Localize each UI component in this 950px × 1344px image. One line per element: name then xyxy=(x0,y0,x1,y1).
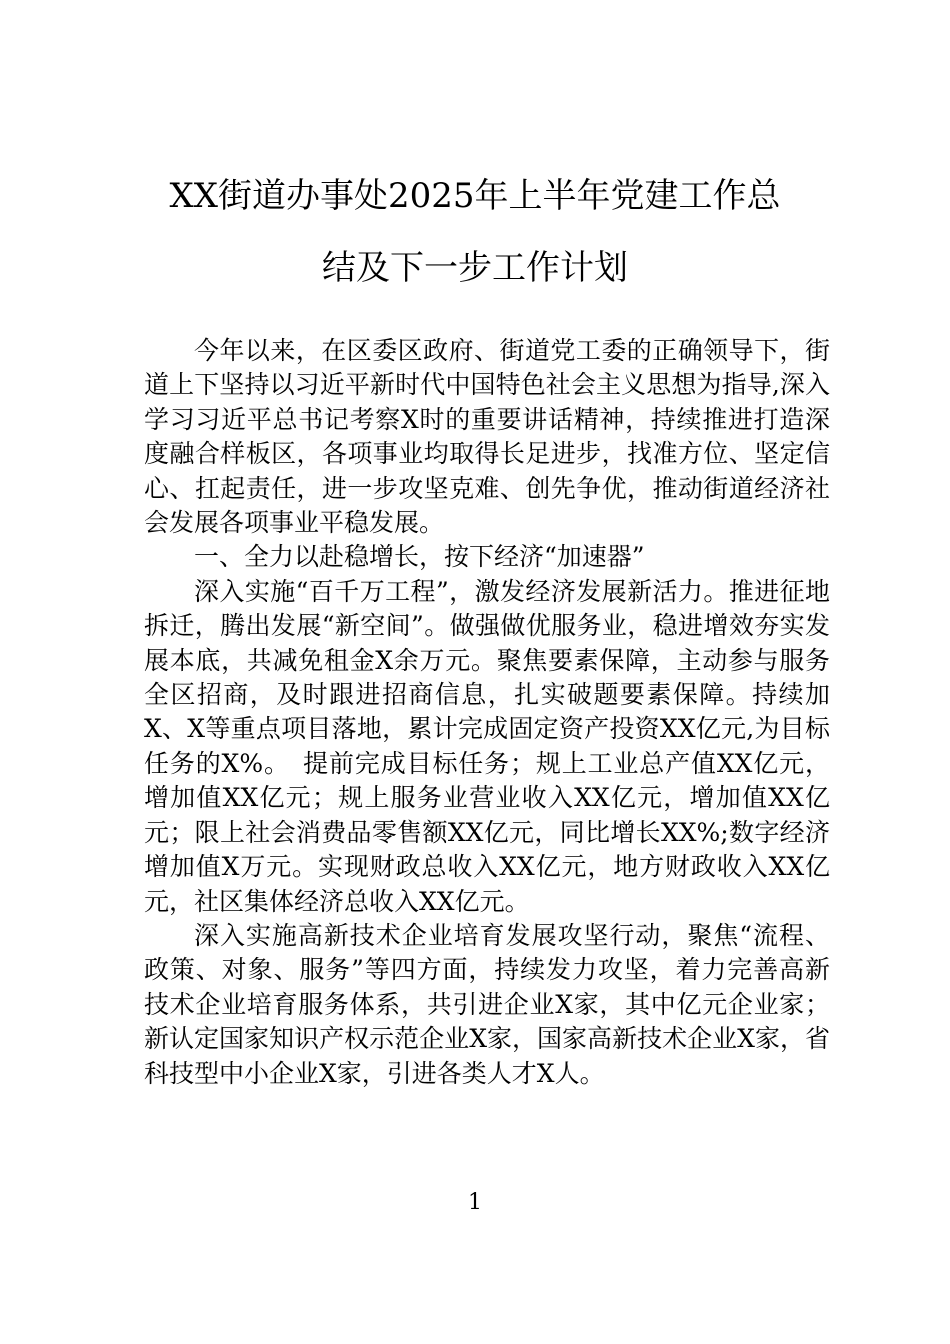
paragraph-hightech: 深入实施高新技术企业培育发展攻坚行动，聚焦“流程、政策、对象、服务”等四方面，持续发力攻坚，着力完善高新技术企业培育服务体系，共引进企业X家，其中亿元企业家；新认定国家知识产权示范企业X家，国家高新技术企业X家，省科技型中小企业X家，引进各类人才X人。 xyxy=(144,920,830,1088)
document-body xyxy=(144,334,830,1091)
page-number: 1 xyxy=(468,1190,482,1215)
paragraph-intro: 今年以来，在区委区政府、街道党工委的正确领导下，街道上下坚持以习近平新时代中国特色社会主义思想为指导,深入学习习近平总书记考察X时的重要讲话精神，持续推进打造深度融合样板区，各项事业均取得长足进步，找准方位、坚定信心、扛起责任，进一步攻坚克难、创先争优，推动街道经济社会发展各项事业平稳发展。 xyxy=(144,336,830,538)
section-heading-1: 一、全力以赴稳增长，按下经济“加速器” xyxy=(194,542,645,572)
paragraph-economy: 深入实施“百千万工程”，激发经济发展新活力。推进征地拆迁，腾出发展“新空间”。做强做优服务业，稳进增效夯实发展本底，共减免租金X余万元。聚焦要素保障，主动参与服务全区招商，及时跟进招商信息，扎实破题要素保障。持续加X、X等重点项目落地，累计完成固定资产投资XX亿元,为目标任务的X%。 提前完成目标任务；规上工业总产值XX亿元，增加值XX亿元；规上服务业营业收入XX亿元，增加值XX亿元；限上社会消费品零售额XX亿元，同比增长XX%;数字经济增加值X万元。实现财政总收入XX亿元，地方财政收入XX亿元，社区集体经济总收入XX亿元。 xyxy=(144,576,830,916)
document-title-line-1: XX街道办事处2025年上半年党建工作总 xyxy=(169,176,781,216)
document-title-line-2: 结及下一步工作计划 xyxy=(322,248,628,288)
